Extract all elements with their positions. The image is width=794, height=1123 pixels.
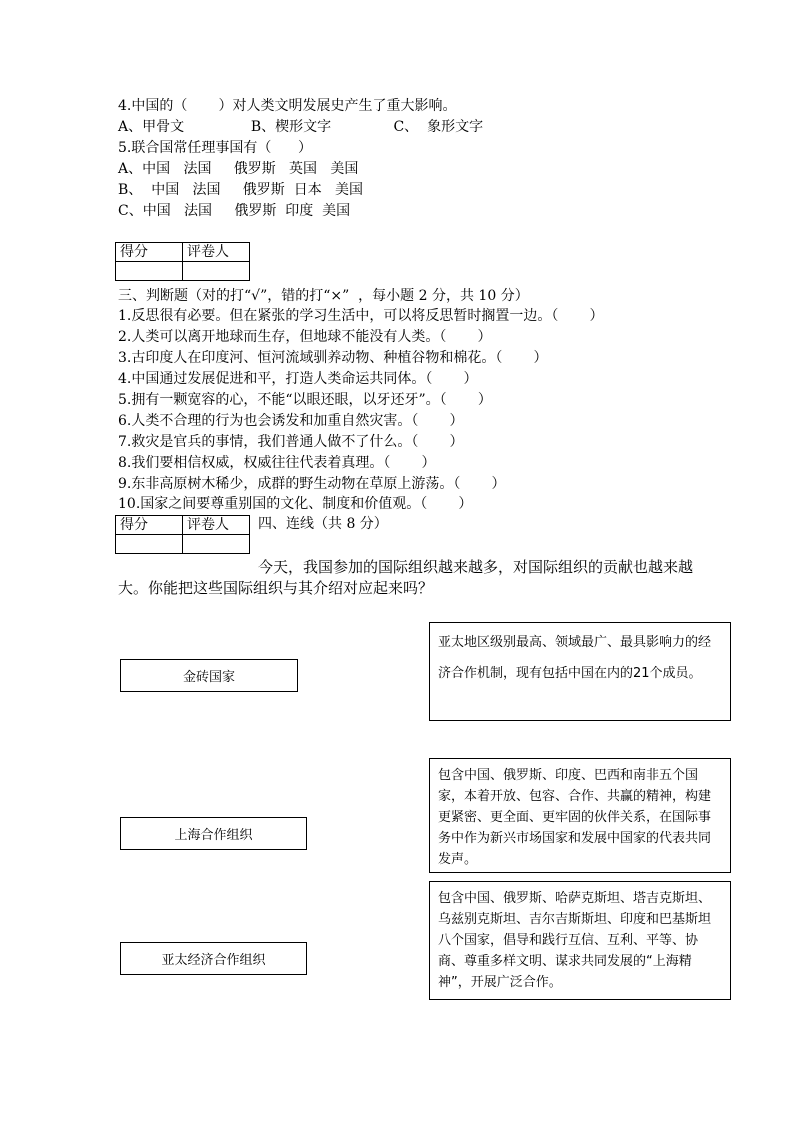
judge-item-5: 5.拥有一颗宽容的心，不能“以眼还眼，以牙还牙”。（ ） bbox=[118, 392, 492, 408]
org-brics[interactable] bbox=[120, 659, 298, 692]
judge-item-10: 10.国家之间要尊重别国的文化、制度和价值观。（ ） bbox=[118, 496, 473, 512]
judge-item-9: 9.东非高原树木稀少，成群的野生动物在草原上游荡。（ ） bbox=[118, 476, 506, 492]
judge-section-title: 三、判断题（对的打“√”，错的打“×” ，每小题 2 分，共 10 分） bbox=[118, 288, 529, 304]
judge-item-3: 3.古印度人在印度河、恒河流域驯养动物、种植谷物和棉花。（ ） bbox=[118, 350, 548, 366]
score-header: 得分 bbox=[116, 243, 183, 262]
judge-item-7: 7.救灾是官兵的事情，我们普通人做不了什么。（ ） bbox=[118, 434, 464, 450]
match-intro-line1: 今天，我国参加的国际组织越来越多，对国际组织的贡献也越来越 bbox=[258, 558, 694, 576]
question-4: 4.中国的（ ）对人类文明发展史产生了重大影响。 bbox=[118, 98, 457, 114]
question-5-option-c: C、中国 法国 俄罗斯 印度 美国 bbox=[118, 203, 351, 219]
desc-box-3[interactable] bbox=[429, 881, 731, 1000]
grader-cell[interactable] bbox=[183, 262, 250, 281]
org-sco[interactable] bbox=[120, 817, 307, 850]
match-intro-line2: 大。你能把这些国际组织与其介绍对应起来吗？ bbox=[118, 579, 434, 597]
grader-header: 评卷人 bbox=[183, 516, 250, 535]
judge-item-6: 6.人类不合理的行为也会诱发和加重自然灾害。（ ） bbox=[118, 413, 464, 429]
desc-text: 亚太地区级别最高、领域最广、最具影响力的经济合作机制，现有包括中国在内的21个成员。 bbox=[438, 635, 712, 681]
judge-item-8: 8.我们要相信权威，权威往往代表着真理。（ ） bbox=[118, 455, 436, 471]
judge-item-4: 4.中国通过发展促进和平，打造人类命运共同体。（ ） bbox=[118, 371, 478, 387]
score-table-1 bbox=[115, 242, 250, 281]
desc-text: 包含中国、俄罗斯、哈萨克斯坦、塔吉克斯坦、乌兹别克斯坦、吉尔吉斯斯坦、印度和巴基斯坦八个国家，倡导和践行互信、互利、平等、协商、尊重多样文明、谋求共同发展的“上海精神”，开展广泛合作。 bbox=[438, 891, 712, 990]
org-label: 亚太经济合作组织 bbox=[161, 953, 266, 968]
judge-item-1: 1.反思很有必要。但在紧张的学习生活中，可以将反思暂时搁置一边。（ ） bbox=[118, 308, 604, 324]
score-header: 得分 bbox=[116, 516, 183, 535]
desc-text: 包含中国、俄罗斯、印度、巴西和南非五个国家，本着开放、包容、合作、共赢的精神，构建更紧密、更全面、更牢固的伙伴关系，在国际事务中作为新兴市场国家和发展中国家的代表共同发声。 bbox=[438, 768, 712, 867]
question-5-option-b: B、 中国 法国 俄罗斯 日本 美国 bbox=[118, 182, 364, 198]
score-cell[interactable] bbox=[116, 262, 183, 281]
org-apec[interactable] bbox=[120, 942, 307, 975]
desc-box-2[interactable] bbox=[429, 758, 731, 873]
question-5-option-a: A、中国 法国 俄罗斯 英国 美国 bbox=[118, 161, 359, 177]
judge-item-2: 2.人类可以离开地球而生存，但地球不能没有人类。（ ） bbox=[118, 329, 492, 345]
org-label: 金砖国家 bbox=[182, 670, 235, 685]
grader-header: 评卷人 bbox=[183, 243, 250, 262]
org-label: 上海合作组织 bbox=[174, 828, 253, 843]
match-section-title: 四、连线（共 8 分） bbox=[258, 516, 388, 532]
question-5: 5.联合国常任理事国有（ ） bbox=[118, 140, 313, 156]
score-cell[interactable] bbox=[116, 535, 183, 554]
score-table-2 bbox=[115, 515, 250, 554]
grader-cell[interactable] bbox=[183, 535, 250, 554]
desc-box-1[interactable] bbox=[429, 622, 731, 721]
question-4-options: A、甲骨文 B、楔形文字 C、 象形文字 bbox=[118, 119, 484, 135]
